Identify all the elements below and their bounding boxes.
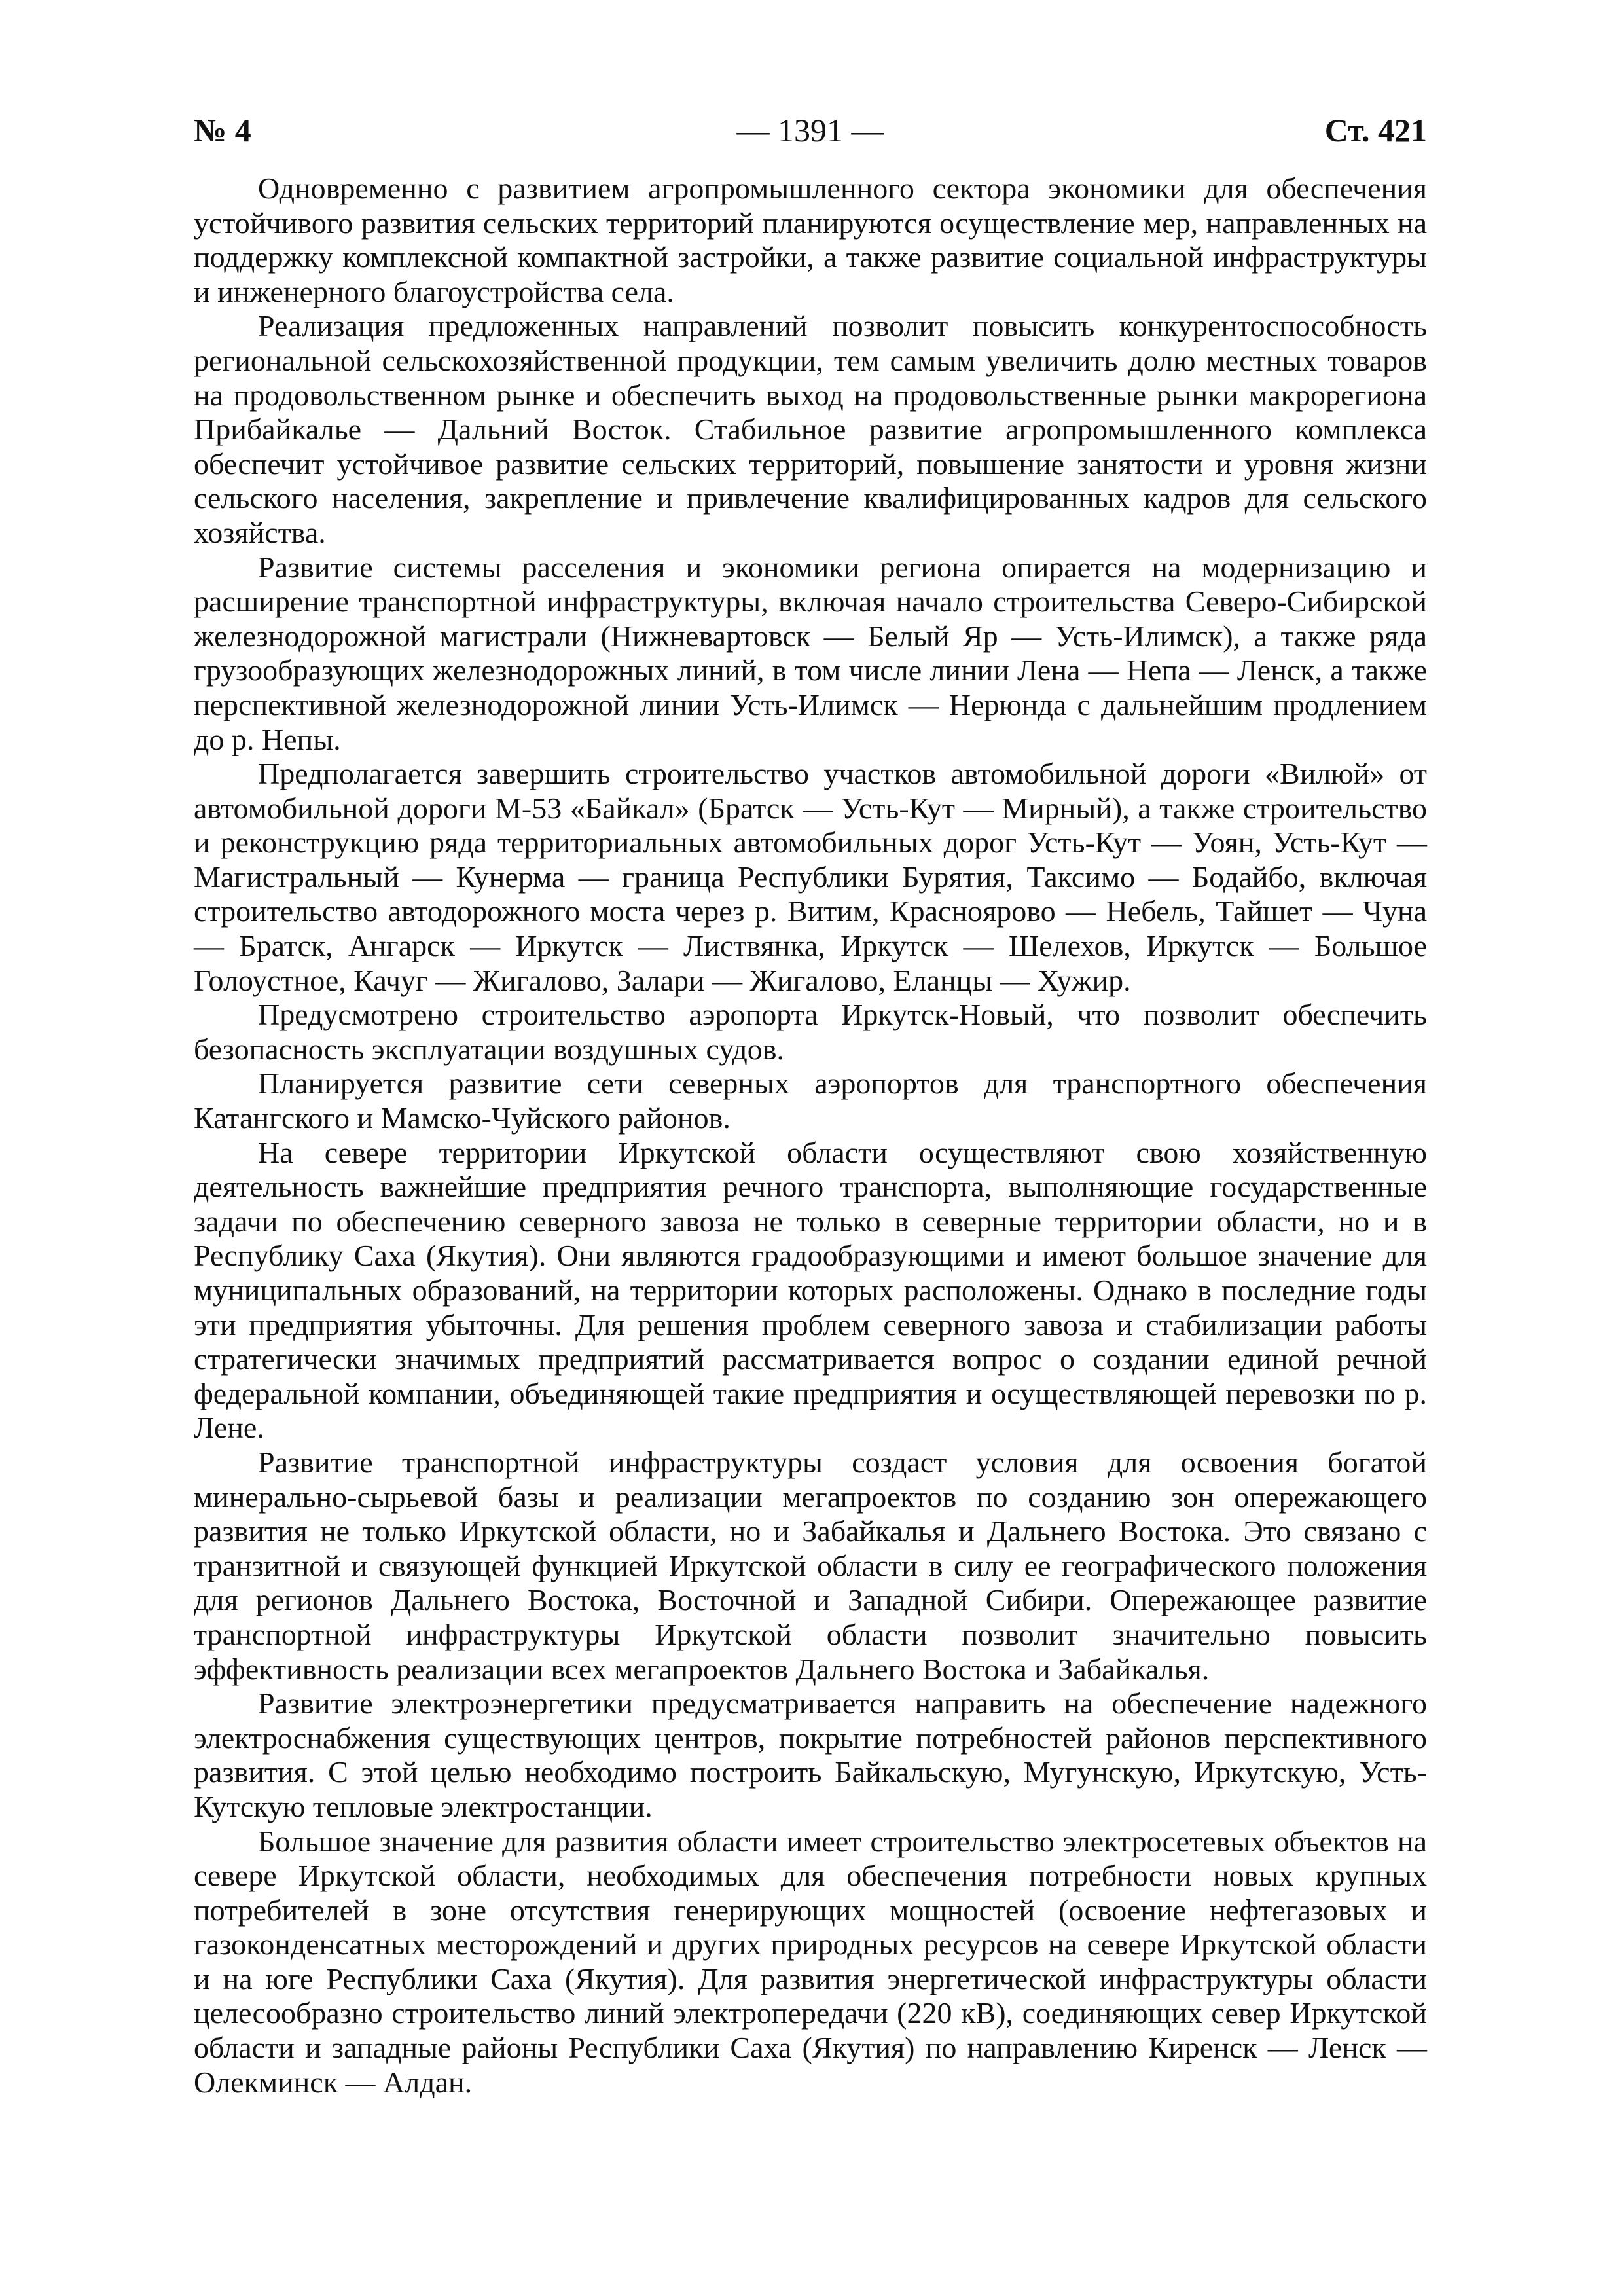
paragraph: Развитие системы расселения и экономики региона опирается на модернизацию и расширение транспортной инфраструктуры, включая начало строительства Северо-Сибирской железнодорожной магистрали (Нижневартовск — Белый Яр — Усть-Илимск), а также ряда грузообразующих железнодорожных линий, в том числе линии Лена — Непа — Ленск, а также перспективной железнодорожной линии Усть-Илимск — Нерюнда с дальнейшим продлением до р. Непы. [194, 550, 1427, 756]
paragraph: Одновременно с развитием агропромышленного сектора экономики для обеспечения устойчивого развития сельских территорий планируются осуществление мер, направленных на поддержку комплексной компактной застройки, а также развитие социальной инфраструктуры и инженерного благоустройства села. [194, 172, 1427, 308]
paragraph: Реализация предложенных направлений позволит повысить конкурентоспособность региональной сельскохозяйственной продукции, тем самым увеличить долю местных товаров на продовольственном рынке и обеспечить выход на продовольственные рынки макрорегиона Прибайкалье — Дальний Восток. Стабильное развитие агропромышленного комплекса обеспечит устойчивое развитие сельских территорий, повышение занятости и уровня жизни сельского населения, закрепление и привлечение квалифицированных кадров для сельского хозяйства. [194, 309, 1427, 549]
paragraph: Планируется развитие сети северных аэропортов для транспортного обеспечения Катангского и Мамско-Чуйского районов. [194, 1066, 1427, 1135]
article-number: Ст. 421 [1324, 112, 1427, 149]
page-header [194, 111, 1427, 157]
paragraph: На севере территории Иркутской области осуществляют свою хозяйственную деятельность важнейшие предприятия речного транспорта, выполняющие государственные задачи по обеспечению северного завоза не только в северные территории области, но и в Республику Саха (Якутия). Они являются градообразующими и имеют большое значение для муниципальных образований, на территории которых расположены. Однако в последние годы эти предприятия убыточны. Для решения проблем северного завоза и стабилизации работы стратегически значимых предприятий рассматривается вопрос о создании единой речной федеральной компании, объединяющей такие предприятия и осуществляющей перевозки по р. Лене. [194, 1135, 1427, 1445]
paragraph: Развитие электроэнергетики предусматривается направить на обеспечение надежного электроснабжения существующих центров, покрытие потребностей районов перспективного развития. С этой целью необходимо построить Байкальскую, Мугунскую, Иркутскую, Усть-Кутскую тепловые электростанции. [194, 1686, 1427, 1823]
paragraph: Большое значение для развития области имеет строительство электросетевых объектов на севере Иркутской области, необходимых для обеспечения потребности новых крупных потребителей в зоне отсутствия генерирующих мощностей (освоение нефтегазовых и газоконденсатных месторождений и других природных ресурсов на севере Иркутской области и на юге Республики Саха (Якутия). Для развития энергетической инфраструктуры области целесообразно строительство линий электропередачи (220 кВ), соединяющих север Иркутской области и западные районы Республики Саха (Якутия) по направлению Киренск — Ленск — Олекминск — Алдан. [194, 1824, 1427, 2099]
document-body [194, 172, 1427, 2100]
paragraph: Развитие транспортной инфраструктуры создаст условия для освоения богатой минерально-сырьевой базы и реализации мегапроектов по созданию зон опережающего развития не только Иркутской области, но и Забайкалья и Дальнего Востока. Это связано с транзитной и связующей функцией Иркутской области в силу ее географического положения для регионов Дальнего Востока, Восточной и Западной Сибири. Опережающее развитие транспортной инфраструктуры Иркутской области позволит значительно повысить эффективность реализации всех мегапроектов Дальнего Востока и Забайкалья. [194, 1445, 1427, 1686]
paragraph: Предусмотрено строительство аэропорта Иркутск-Новый, что позволит обеспечить безопасность эксплуатации воздушных судов. [194, 998, 1427, 1066]
paragraph: Предполагается завершить строительство участков автомобильной дороги «Вилюй» от автомобильной дороги М-53 «Байкал» (Братск — Усть-Кут — Мирный), а также строительство и реконструкцию ряда территориальных автомобильных дорог Усть-Кут — Уоян, Усть-Кут — Магистральный — Кунерма — граница Республики Бурятия, Таксимо — Бодайбо, включая строительство автодорожного моста через р. Витим, Краснoярово — Небель, Тайшет — Чуна — Братск, Ангарск — Иркутск — Листвянка, Иркутск — Шелехов, Иркутск — Большое Голоустное, Качуг — Жигалово, Залари — Жигалово, Еланцы — Хужир. [194, 757, 1427, 997]
issue-number: № 4 [194, 112, 251, 149]
page-number: — 1391 — [736, 112, 884, 149]
